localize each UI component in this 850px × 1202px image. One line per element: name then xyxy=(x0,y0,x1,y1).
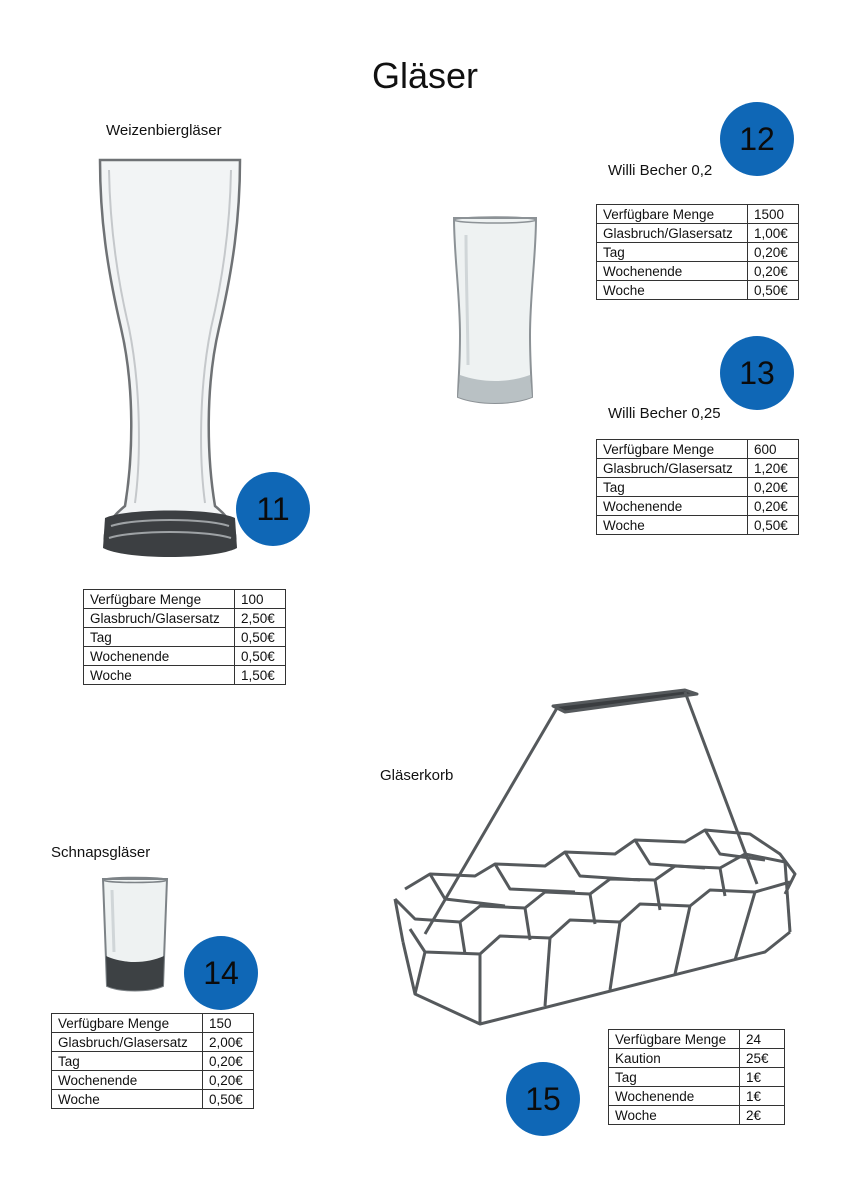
info-table-korb xyxy=(608,1029,785,1125)
table-cell-label: Glasbruch/Glasersatz xyxy=(597,224,748,243)
willi-glass-icon xyxy=(452,215,538,405)
table-cell-label: Verfügbare Menge xyxy=(84,590,235,609)
table-cell-label: Wochenende xyxy=(52,1071,203,1090)
product-number-badge: 11 xyxy=(236,472,310,546)
table-cell-value: 0,50€ xyxy=(748,281,799,300)
table-row xyxy=(52,1071,254,1090)
info-table-willi-02 xyxy=(596,204,799,300)
table-cell-value: 0,20€ xyxy=(748,497,799,516)
table-cell-label: Tag xyxy=(84,628,235,647)
shot-glass-icon xyxy=(100,876,170,994)
table-row xyxy=(597,516,799,535)
product-name-weizen: Weizenbiergläser xyxy=(106,122,222,139)
table-cell-value: 0,20€ xyxy=(748,478,799,497)
product-name-schnaps: Schnapsgläser xyxy=(51,844,151,861)
table-cell-value: 1,00€ xyxy=(748,224,799,243)
table-cell-label: Kaution xyxy=(609,1049,740,1068)
table-row xyxy=(609,1049,785,1068)
table-cell-label: Wochenende xyxy=(609,1087,740,1106)
table-cell-value: 1€ xyxy=(740,1087,785,1106)
table-cell-value: 0,20€ xyxy=(748,262,799,281)
table-cell-label: Woche xyxy=(609,1106,740,1125)
table-row xyxy=(84,647,286,666)
info-table-weizen xyxy=(83,589,286,685)
table-cell-label: Verfügbare Menge xyxy=(597,205,748,224)
table-row xyxy=(609,1106,785,1125)
table-cell-value: 25€ xyxy=(740,1049,785,1068)
table-row xyxy=(52,1033,254,1052)
table-row xyxy=(597,497,799,516)
table-row xyxy=(597,224,799,243)
table-row xyxy=(597,459,799,478)
table-cell-value: 0,50€ xyxy=(748,516,799,535)
info-table-schnaps xyxy=(51,1013,254,1109)
product-name-korb: Gläserkorb xyxy=(380,767,454,784)
table-row xyxy=(84,628,286,647)
table-row xyxy=(52,1014,254,1033)
weizen-glass-icon xyxy=(95,158,245,560)
table-cell-label: Woche xyxy=(84,666,235,685)
table-cell-label: Wochenende xyxy=(597,497,748,516)
table-cell-value: 600 xyxy=(748,440,799,459)
table-cell-value: 150 xyxy=(203,1014,254,1033)
table-row xyxy=(52,1090,254,1109)
table-cell-label: Woche xyxy=(597,281,748,300)
table-row xyxy=(84,609,286,628)
product-number-badge: 13 xyxy=(720,336,794,410)
table-cell-value: 0,50€ xyxy=(235,628,286,647)
table-cell-label: Woche xyxy=(52,1090,203,1109)
table-cell-label: Glasbruch/Glasersatz xyxy=(52,1033,203,1052)
table-cell-value: 1€ xyxy=(740,1068,785,1087)
table-cell-label: Wochenende xyxy=(84,647,235,666)
table-cell-value: 24 xyxy=(740,1030,785,1049)
table-cell-label: Tag xyxy=(52,1052,203,1071)
product-name-willi-02: Willi Becher 0,2 xyxy=(608,162,713,179)
table-cell-label: Verfügbare Menge xyxy=(609,1030,740,1049)
table-row xyxy=(609,1068,785,1087)
table-cell-label: Verfügbare Menge xyxy=(597,440,748,459)
table-row xyxy=(597,478,799,497)
table-cell-value: 1,20€ xyxy=(748,459,799,478)
info-table-willi-025 xyxy=(596,439,799,535)
table-cell-label: Tag xyxy=(609,1068,740,1087)
table-cell-label: Wochenende xyxy=(597,262,748,281)
glass-basket-icon xyxy=(385,684,810,1046)
page-title: Gläser xyxy=(371,55,479,96)
table-cell-value: 0,20€ xyxy=(203,1052,254,1071)
table-cell-value: 2,50€ xyxy=(235,609,286,628)
table-cell-value: 2€ xyxy=(740,1106,785,1125)
table-row xyxy=(84,666,286,685)
table-row xyxy=(597,205,799,224)
table-row xyxy=(52,1052,254,1071)
table-cell-label: Woche xyxy=(597,516,748,535)
table-cell-value: 0,20€ xyxy=(748,243,799,262)
table-row xyxy=(609,1087,785,1106)
table-cell-label: Glasbruch/Glasersatz xyxy=(84,609,235,628)
table-row xyxy=(84,590,286,609)
table-row xyxy=(597,262,799,281)
table-cell-value: 0,50€ xyxy=(235,647,286,666)
product-number-badge: 12 xyxy=(720,102,794,176)
table-cell-value: 1,50€ xyxy=(235,666,286,685)
table-cell-label: Glasbruch/Glasersatz xyxy=(597,459,748,478)
product-number-badge: 14 xyxy=(184,936,258,1010)
table-row xyxy=(597,440,799,459)
table-cell-label: Tag xyxy=(597,478,748,497)
product-name-willi-025: Willi Becher 0,25 xyxy=(608,405,721,422)
table-cell-value: 0,20€ xyxy=(203,1071,254,1090)
product-number-badge: 15 xyxy=(506,1062,580,1136)
table-cell-value: 100 xyxy=(235,590,286,609)
table-cell-label: Verfügbare Menge xyxy=(52,1014,203,1033)
table-row xyxy=(597,281,799,300)
table-cell-label: Tag xyxy=(597,243,748,262)
table-cell-value: 2,00€ xyxy=(203,1033,254,1052)
table-row xyxy=(609,1030,785,1049)
table-row xyxy=(597,243,799,262)
table-cell-value: 1500 xyxy=(748,205,799,224)
table-cell-value: 0,50€ xyxy=(203,1090,254,1109)
